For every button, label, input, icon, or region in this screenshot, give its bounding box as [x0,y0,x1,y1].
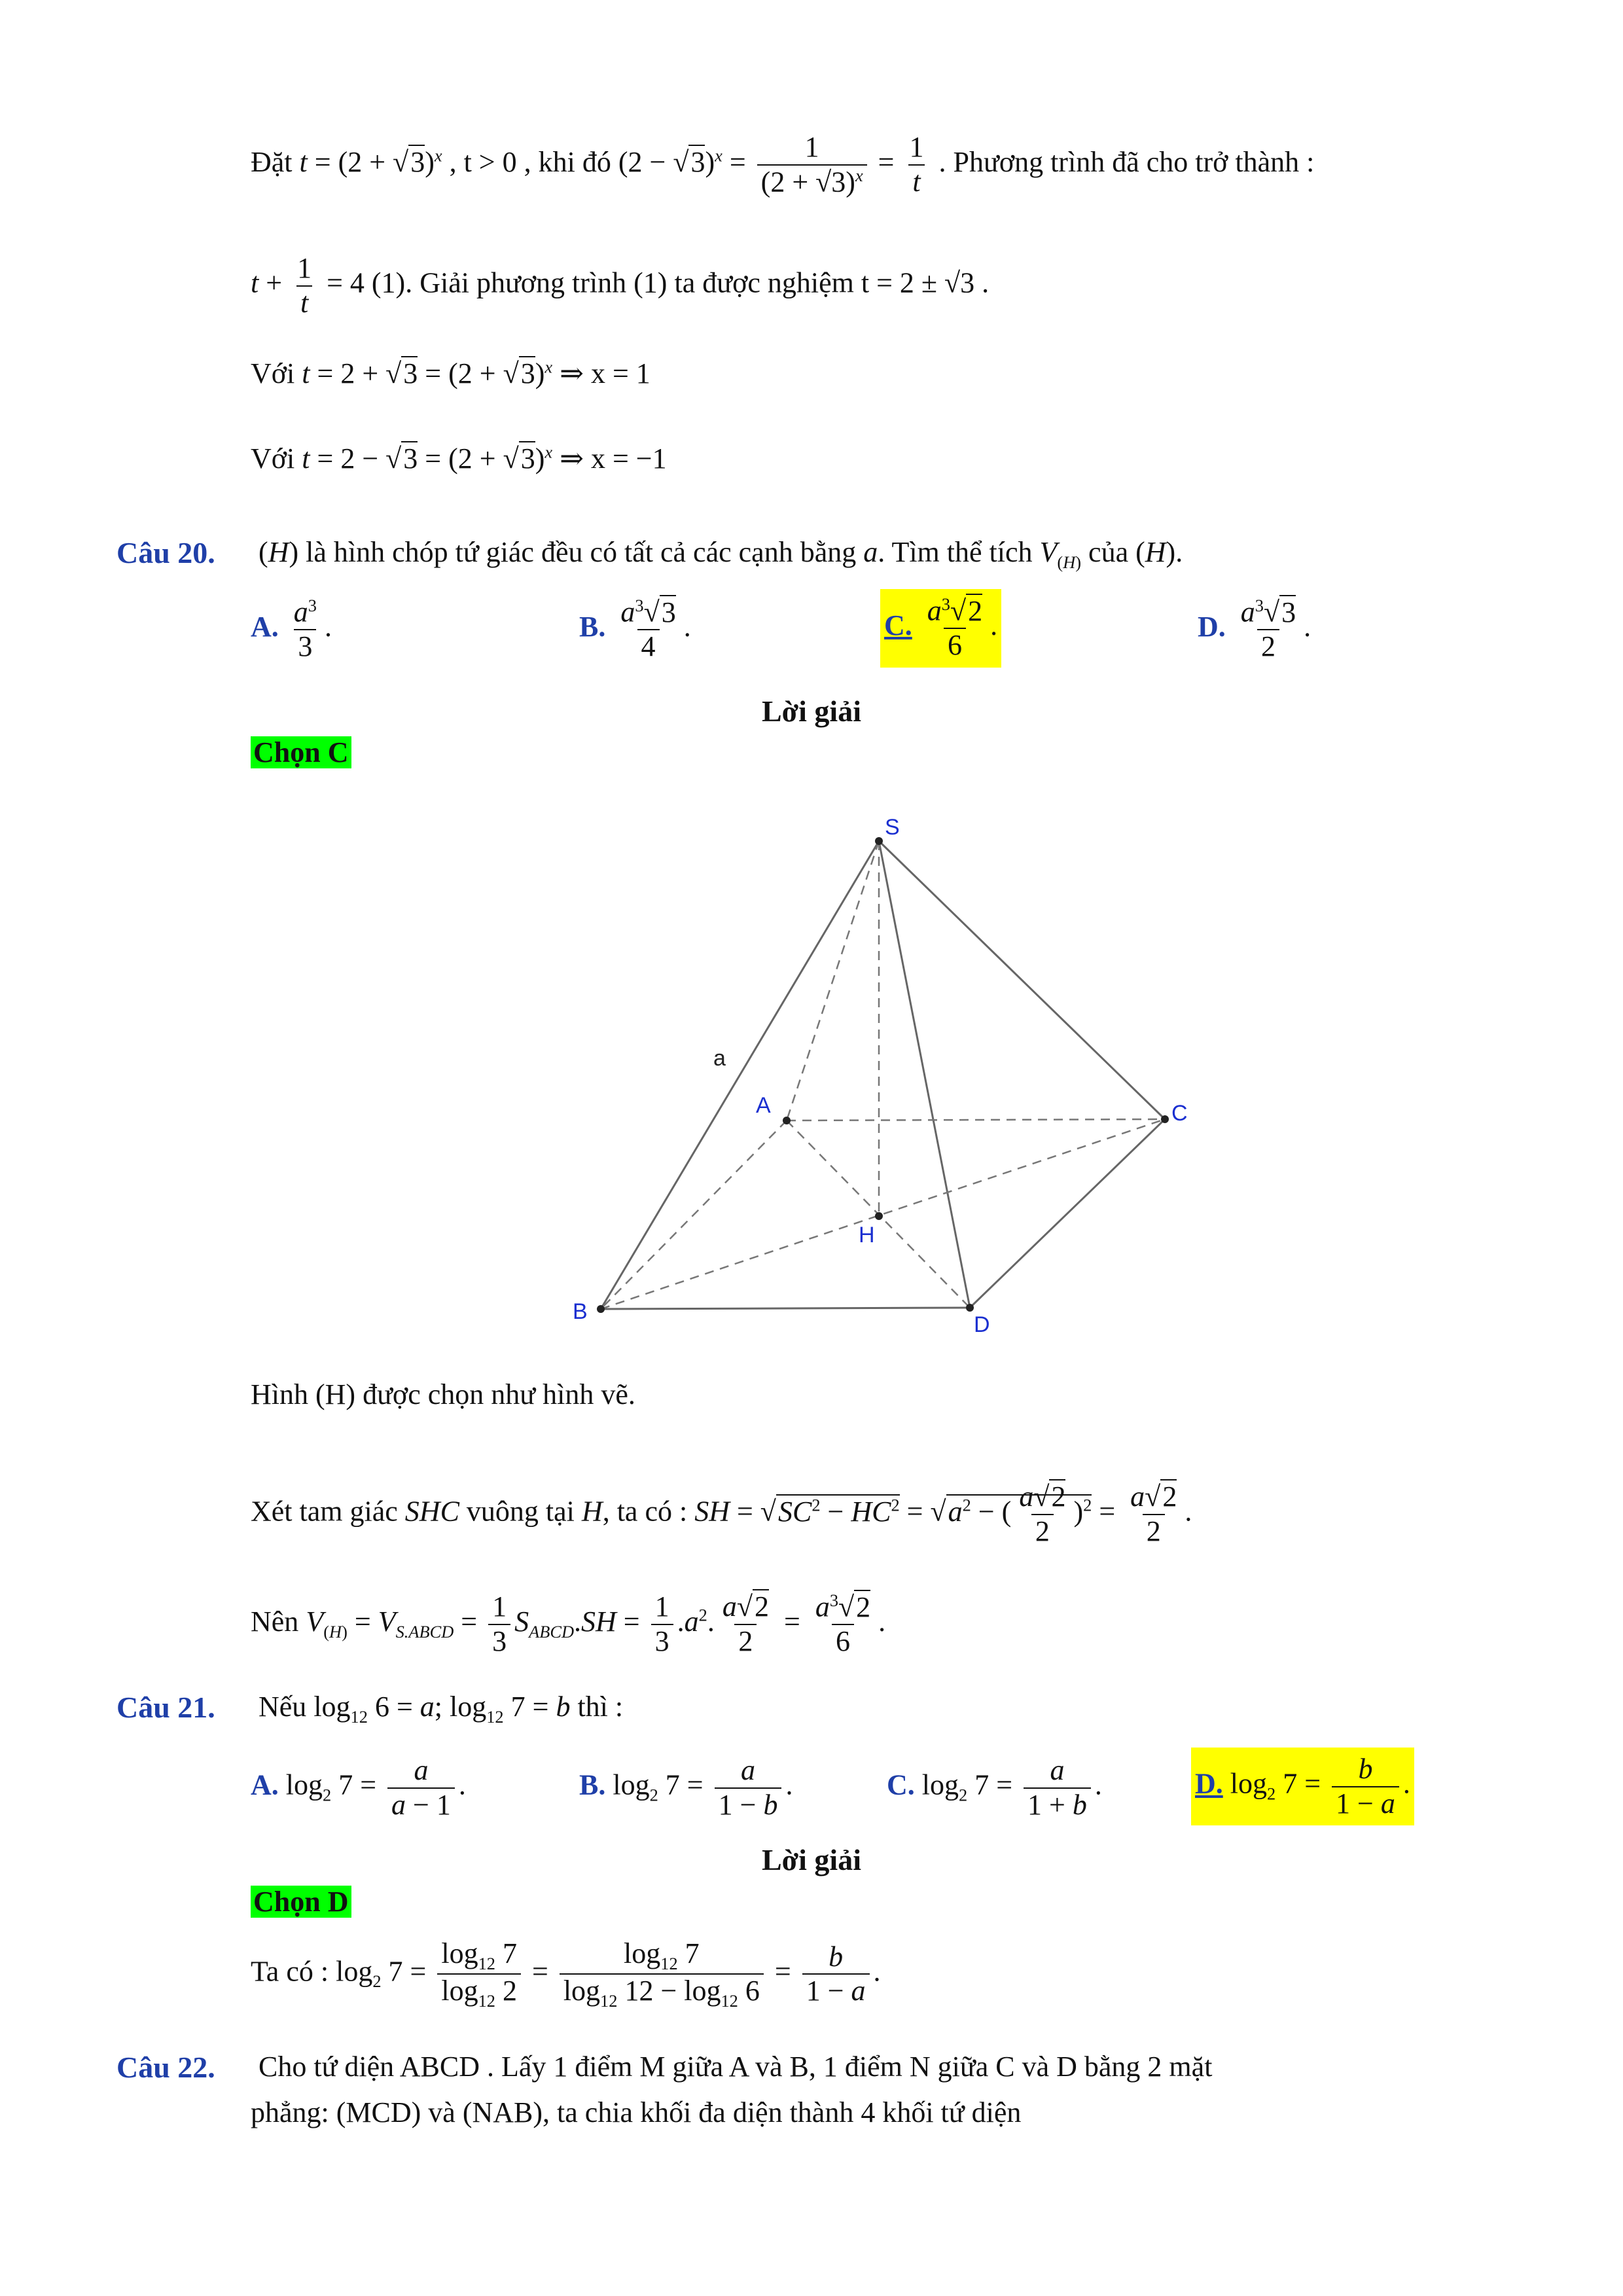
edge-SC [879,841,1165,1119]
label-C: C [1171,1101,1188,1126]
intro-line-4: Với $t = 2 - √3 = (2 + √3)^x$ ⇒ x = −1 [251,442,667,475]
intro-cond: , t > 0 , khi đó [449,146,611,179]
point-D [966,1304,974,1312]
q22-line-2: phẳng: (MCD) và (NAB), ta chia khối đa diện thành 4 khối tứ diện [251,2096,1022,2128]
q22-line-1: Cho tứ diện ABCD . Lấy 1 điểm M giữa A và B, 1 điểm N giữa C và D bằng 2 mặt [259,2051,1213,2083]
q21-option-c[interactable]: C. $\log_2 7$ = $\frac{a}{1 + b}$ . [887,1754,1102,1821]
q20-text: (H) là hình chóp tứ giác đều có tất cả các cạnh bằng a. Tìm thể tích $V_{(H)}$ của (H). [259,536,1183,572]
label-S: S [885,815,900,840]
q20-sol-line-1: Hình (H) được chọn như hình vẽ. [251,1378,635,1410]
q20-sol-line-2: Xét tam giác SHC vuông tại H, ta có : SH = $√SC^2 - HC^2 = √a^2$ − ( $\frac{a√2}{2}$ )$^2$ = $\frac{a√2}{2}$ . [251,1480,1192,1547]
q20-option-b[interactable]: B. $\frac{a^3√3}{4}$ . [579,596,691,663]
edge-AB-hidden [601,1121,787,1309]
edge-SB [601,841,879,1309]
label-D: D [974,1312,990,1337]
q20-option-a[interactable]: A. $\frac{a^3}{3}$ . [251,596,332,663]
intro-line-3: Với $t = 2 + √3 = (2 + √3)^x$ ⇒ x = 1 [251,357,651,389]
q21-solution-title: Lời giải [762,1843,861,1876]
point-B [597,1305,605,1313]
point-C [1161,1115,1169,1123]
intro-result-2: ⇒ x = −1 [560,442,667,475]
edge-SA-hidden [787,841,879,1121]
edge-AC-hidden [787,1119,1165,1121]
diag-BC-hidden [601,1119,1165,1309]
edge-DC [970,1119,1165,1308]
q21-label: Câu 21. [116,1691,215,1724]
q20-choice: Chọn C [251,736,351,770]
q21-option-b[interactable]: B. $\log_2 7$ = $\frac{a}{1 - b}$ . [579,1754,793,1821]
intro-line2-tail: . Giải phương trình (1) ta được nghiệm t = 2 ± √3 . [405,266,990,299]
q21-text: Nếu $\log_{12} 6 = a$; $\log_{12} 7 = b$ thì : [259,1691,624,1727]
label-H: H [859,1223,875,1247]
frac-one-over-base: $\frac{1}{(2 + √3)^x}$ [757,131,867,199]
q21-option-a[interactable]: A. $\log_2 7$ = $\frac{a}{a - 1}$ . [251,1754,466,1821]
q21-option-d[interactable]: D. $\log_2 7$ = $\frac{b}{1 - a}$ . [1191,1748,1414,1825]
q22-label: Câu 22. [116,2051,215,2084]
intro-line-1: Đặt $t = (2 + √3)^x$ , t > 0 , khi đó $(2 - √3)^x$ = $\frac{1}{(2 + √3)^x}$ = $\frac{1}{t}$ . Phương trình đã cho trở thành : [251,131,1315,198]
q20-solution-title: Lời giải [762,694,861,728]
intro-result-1: ⇒ x = 1 [560,357,651,389]
label-B: B [573,1299,588,1324]
frac-one-over-t: $\frac{1}{t}$ [909,131,924,198]
intro-line-2: t + $\frac{1}{t}$ = 4 (1). Giải phương trình (1) ta được nghiệm t = 2 ± √3 . [251,252,990,319]
intro-dat: Đặt [251,146,293,179]
point-H [875,1212,883,1220]
point-S [875,837,883,845]
q21-choice: Chọn D [251,1885,351,1920]
intro-tail: . Phương trình đã cho trở thành : [938,146,1315,179]
label-edge-a: a [713,1046,726,1071]
q20-label: Câu 20. [116,536,215,569]
q20-option-c[interactable]: C. $\frac{a^3√2}{6}$ . [880,589,1001,668]
point-A [783,1117,791,1124]
edge-BD [601,1308,970,1309]
edge-SD [879,841,970,1308]
q20-sol-line-3: Nên $V_{(H)} = V_{S.ABCD}$ = $\frac{1}{3}$ $S_{ABCD}.SH$ = $\frac{1}{3}$ $.a^2$. $\frac{a√2}{2}$ = $\frac{a^3√2}{6}$ . [251,1590,886,1658]
q21-sol-line: Ta có : $\log_2 7$ = $\frac{\log_{12} 7}{\log_{12} 2}$ = $\frac{\log_{12} 7}{\log_{12} 12 - \log_{12} 6}$ = $\frac{b}{1 - a}$ . [251,1937,881,2011]
q20-option-d[interactable]: D. $\frac{a^3√3}{2}$ . [1198,596,1311,663]
label-A: A [756,1093,771,1118]
